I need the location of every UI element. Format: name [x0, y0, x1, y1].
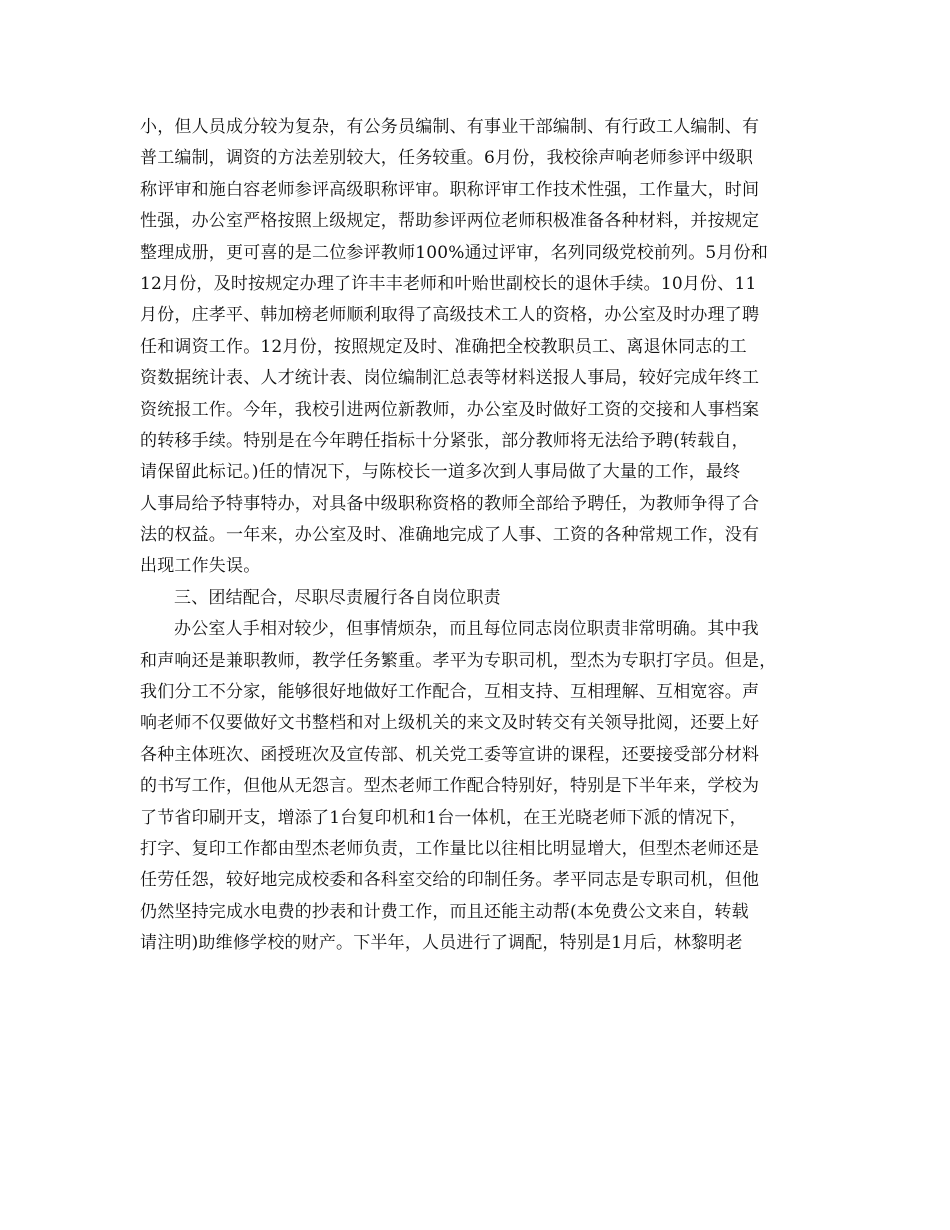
- text-line: 性强，办公室严格按照上级规定，帮助参评两位老师积极准备各种材料，并按规定: [140, 211, 760, 232]
- text-line: 整理成册，更可喜的是二位参评教师100%通过评审，名列同级党校前列。5月份和: [140, 242, 769, 263]
- text-line: 资统报工作。今年，我校引进两位新教师，办公室及时做好工资的交接和人事档案: [140, 399, 760, 420]
- text-line: 资数据统计表、人才统计表、岗位编制汇总表等材料送报人事局，较好完成年终工: [140, 368, 760, 389]
- text-line: 任和调资工作。12月份，按照规定及时、准确把全校教职员工、离退休同志的工: [140, 336, 747, 357]
- text-line: 出现工作失误。: [140, 556, 261, 577]
- text-line: 月份，庄孝平、韩加榜老师顺利取得了高级技术工人的资格，办公室及时办理了聘: [140, 305, 760, 326]
- text-line: 我们分工不分家，能够很好地做好工作配合，互相支持、互相理解、互相宽容。声: [140, 682, 760, 703]
- text-line: 的转移手续。特别是在今年聘任指标十分紧张，部分教师将无法给予聘(转载自，: [140, 430, 749, 451]
- text-line: 和声响还是兼职教师，教学任务繁重。孝平为专职司机，型杰为专职打字员。但是，: [140, 650, 777, 671]
- section-heading-text: 三、团结配合，尽职尽责履行各自岗位职责: [174, 587, 501, 608]
- section-heading: [140, 583, 816, 614]
- paragraph-teamwork: [140, 614, 816, 959]
- text-line: 称评审和施白容老师参评高级职称评审。职称评审工作技术性强，工作量大，时间: [140, 179, 760, 200]
- text-line: 仍然坚持完成水电费的抄表和计费工作，而且还能主动帮(本免费公文来自，转载: [140, 901, 749, 922]
- text-line: 各种主体班次、函授班次及宣传部、机关党工委等宣讲的课程，还要接受部分材料: [140, 744, 760, 765]
- text-line: 响老师不仅要做好文书整档和对上级机关的来文及时转交有关领导批阅，还要上好: [140, 713, 760, 734]
- text-line: 普工编制，调资的方法差别较大，任务较重。6月份，我校徐声响老师参评中级职: [140, 148, 754, 169]
- text-line: 请注明)助维修学校的财产。下半年，人员进行了调配，特别是1月后，林黎明老: [140, 933, 743, 954]
- text-line: 人事局给予特事特办，对具备中级职称资格的教师全部给予聘任，为教师争得了合: [140, 493, 760, 514]
- text-line: 了节省印刷开支，增添了1台复印机和1台一体机，在王光晓老师下派的情况下，: [140, 807, 747, 828]
- text-line: 小，但人员成分较为复杂，有公务员编制、有事业干部编制、有行政工人编制、有: [140, 117, 760, 137]
- paragraph-personnel-work: [140, 112, 816, 583]
- text-line: 12月份，及时按规定办理了许丰丰老师和叶贻世副校长的退休手续。10月份、11: [140, 273, 757, 294]
- text-line: 法的权益。一年来，办公室及时、准确地完成了人事、工资的各种常规工作，没有: [140, 525, 760, 546]
- document-body: [140, 112, 816, 960]
- text-line: 任劳任怨，较好地完成校委和各科室交给的印制任务。孝平同志是专职司机，但他: [140, 870, 760, 891]
- text-line: 请保留此标记。)任的情况下，与陈校长一道多次到人事局做了大量的工作，最终: [140, 462, 741, 483]
- text-line: 的书写工作，但他从无怨言。型杰老师工作配合特别好，特别是下半年来，学校为: [140, 776, 760, 797]
- text-line: 办公室人手相对较少，但事情烦杂，而且每位同志岗位职责非常明确。其中我: [174, 619, 759, 640]
- text-line: 打字、复印工作都由型杰老师负责，工作量比以往相比明显增大，但型杰老师还是: [140, 838, 760, 859]
